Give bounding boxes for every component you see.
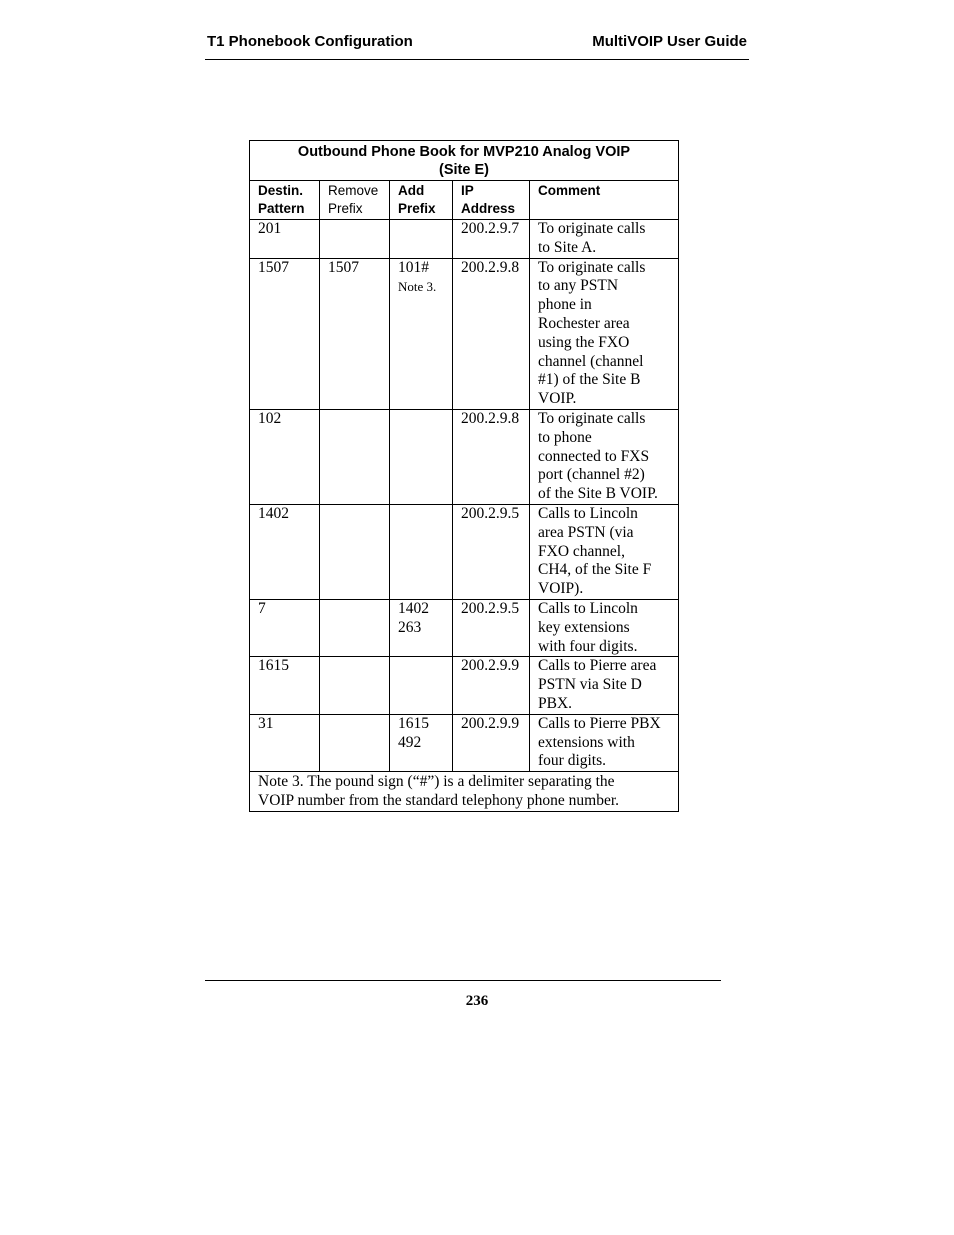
column-header-line: Prefix [398,201,436,216]
comment-line: CH4, of the Site F [538,561,652,579]
footnote [250,772,679,812]
add-prefix-value: 492 [398,733,422,751]
comment-line: To originate calls [538,220,646,237]
footer-rule [205,980,721,981]
comment-line: PSTN via Site D [538,676,642,694]
comment-line: connected to FXS [538,447,650,465]
comment-line: FXO channel, [538,542,625,560]
remove-prefix-cell [320,657,390,714]
add-prefix-value: 101# [398,258,429,276]
ip-address-cell [453,599,530,656]
remove-prefix-cell [320,714,390,771]
table-caption-line: (Site E) [439,162,489,178]
add-prefix-cell [390,657,453,714]
column-header-line: Comment [538,183,601,198]
outbound-phone-book-table [249,140,679,812]
column-header-comment [530,181,679,220]
table-row [250,714,679,771]
table-row [250,258,679,409]
ip-address-value: 200.2.9.7 [461,220,520,237]
destin-pattern-cell [250,599,320,656]
remove-prefix-cell [320,599,390,656]
destin-pattern-cell [250,714,320,771]
comment-line: To originate calls [538,409,646,427]
destin-pattern-value: 102 [258,409,282,427]
comment-line: four digits. [538,752,607,770]
destin-pattern-cell [250,258,320,409]
comment-line: VOIP). [538,580,584,598]
table-row [250,504,679,599]
add-prefix-value: 263 [398,618,422,636]
add-prefix-cell [390,220,453,259]
comment-line: Calls to Pierre area [538,657,657,675]
table-row [250,657,679,714]
comment-line: area PSTN (via [538,523,634,541]
comment-line: with four digits. [538,637,638,655]
comment-line: channel (channel [538,352,644,370]
column-header-destin-pattern [250,181,320,220]
comment-line: PBX. [538,694,573,712]
destin-pattern-value: 1507 [258,258,289,276]
comment-line: Calls to Lincoln [538,504,638,522]
table-row [250,220,679,259]
comment-line: to Site A. [538,238,597,256]
comment-line: port (channel #2) [538,466,645,484]
table-row [250,409,679,504]
comment-cell [530,409,679,504]
comment-line: of the Site B VOIP. [538,485,658,503]
ip-address-value: 200.2.9.9 [461,714,520,732]
column-header-line: Pattern [258,201,305,216]
ip-address-cell [453,657,530,714]
comment-line: #1) of the Site B [538,371,641,389]
comment-line: VOIP. [538,390,577,408]
footnote-line: Note 3. The pound sign (“#”) is a delimiter separating the [258,773,615,791]
column-header-ip-address [453,181,530,220]
destin-pattern-cell [250,657,320,714]
add-prefix-note: Note 3. [398,279,437,295]
table-body [250,220,679,772]
comment-line: phone in [538,296,592,314]
ip-address-cell [453,504,530,599]
comment-line: to any PSTN [538,277,619,295]
remove-prefix-cell [320,220,390,259]
column-header-line: Destin. [258,183,304,198]
comment-cell [530,657,679,714]
column-header-row [250,181,679,220]
comment-line: using the FXO [538,333,630,351]
footnote-row [250,772,679,812]
ip-address-value: 200.2.9.9 [461,657,520,675]
remove-prefix-cell [320,409,390,504]
ip-address-value: 200.2.9.8 [461,258,520,276]
destin-pattern-value: 1615 [258,657,289,675]
comment-cell [530,258,679,409]
add-prefix-value: 1615 [398,714,429,732]
header-rule [205,59,749,60]
table-caption-row [250,141,679,181]
running-header-title: T1 Phonebook Configuration [207,33,413,50]
destin-pattern-cell [250,220,320,259]
column-header-add-prefix [390,181,453,220]
destin-pattern-value: 1402 [258,504,289,522]
add-prefix-cell [390,258,453,409]
ip-address-cell [453,258,530,409]
comment-cell [530,220,679,259]
ip-address-cell [453,714,530,771]
comment-line: To originate calls [538,258,646,276]
comment-line: Calls to Lincoln [538,599,638,617]
column-header-line: Prefix [328,201,363,216]
destin-pattern-cell [250,504,320,599]
comment-line: to phone [538,428,592,446]
comment-cell [530,504,679,599]
column-header-line: Remove [328,183,379,198]
add-prefix-cell [390,504,453,599]
page-number: 236 [465,993,489,1009]
add-prefix-cell [390,599,453,656]
destin-pattern-cell [250,409,320,504]
running-header-guide-name: MultiVOIP User Guide [592,33,747,50]
comment-line: Rochester area [538,314,630,332]
add-prefix-cell [390,714,453,771]
destin-pattern-value: 31 [258,714,274,732]
ip-address-value: 200.2.9.5 [461,599,520,617]
comment-cell [530,714,679,771]
comment-line: extensions with [538,733,635,751]
destin-pattern-value: 201 [258,220,282,237]
comment-line: Calls to Pierre PBX [538,714,661,732]
footnote-line: VOIP number from the standard telephony phone number. [258,792,620,810]
column-header-line: Add [398,183,425,198]
column-header-remove-prefix [320,181,390,220]
add-prefix-value: 1402 [398,599,429,617]
table-caption-line: Outbound Phone Book for MVP210 Analog VOIP [297,144,631,160]
add-prefix-cell [390,409,453,504]
ip-address-value: 200.2.9.5 [461,504,520,522]
destin-pattern-value: 7 [258,599,266,617]
remove-prefix-cell [320,258,390,409]
comment-cell [530,599,679,656]
table-row [250,599,679,656]
ip-address-value: 200.2.9.8 [461,409,520,427]
remove-prefix-value: 1507 [328,258,359,276]
column-header-line: IP [461,183,474,198]
ip-address-cell [453,220,530,259]
table-caption [250,141,679,181]
column-header-line: Address [461,201,516,216]
comment-line: key extensions [538,618,630,636]
ip-address-cell [453,409,530,504]
remove-prefix-cell [320,504,390,599]
